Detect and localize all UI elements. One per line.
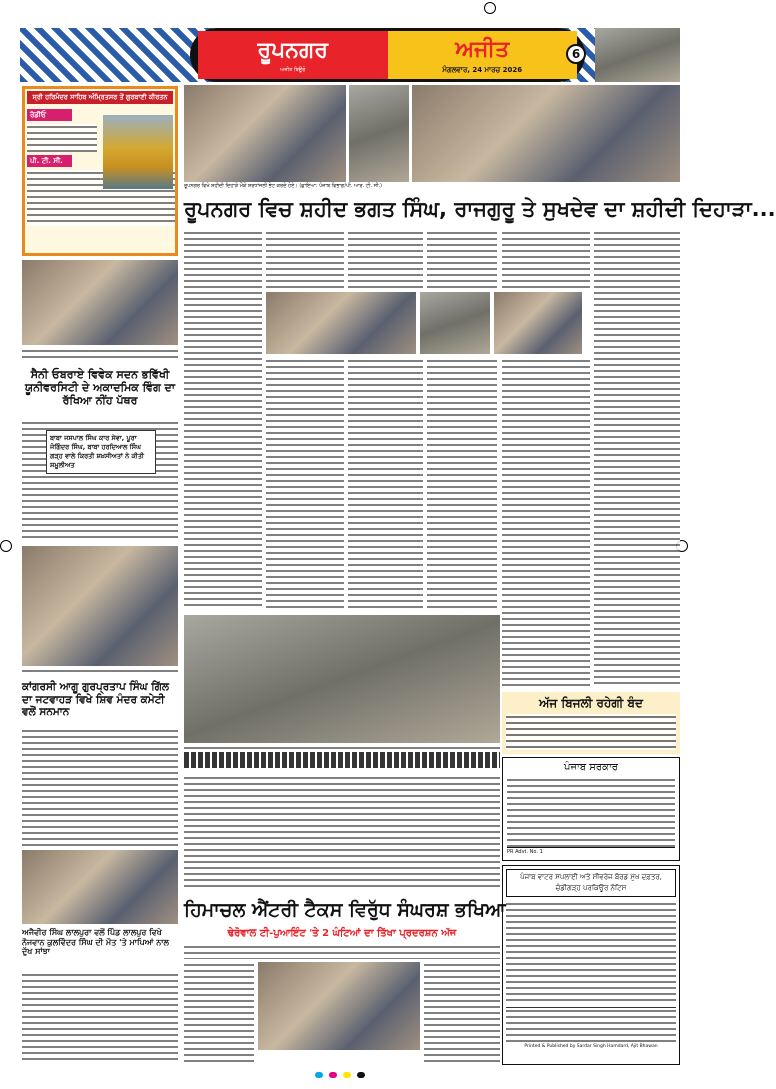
ad-tag-radio: ਰੇਡੀਓ: [27, 109, 72, 121]
govt-ad: [502, 757, 680, 861]
golden-temple-photo: [103, 115, 173, 189]
main-headline: ਰੂਪਨਗਰ ਵਿਚ ਸ਼ਹੀਦ ਭਗਤ ਸਿੰਘ, ਰਾਜਗੁਰੂ ਤੇ ਸੁਖਦੇਵ ਦਾ ਸ਼ਹੀਦੀ ਦਿਹਾੜਾ...: [184, 197, 776, 221]
ad-tag-ptc: ਪੀ. ਟੀ. ਸੀ.: [27, 155, 72, 167]
headline-left-1: ਸੈਨੀ ਓਬਰਾਏ ਵਿਵੇਕ ਸਦਨ ਭਵਿੱਖੀ ਯੂਨੀਵਰਸਿਟੀ ਦੇ ਅਕਾਦਮਿਕ ਵਿੰਗ ਦਾ ਰੱਖਿਆ ਨੀਂਹ ਪੱਥਰ: [25, 368, 175, 408]
photo-honour: [22, 546, 178, 666]
inset-box: [46, 430, 156, 474]
gurbani-ad: [22, 86, 178, 256]
photo-landscape: [184, 615, 500, 743]
photo-main-1: [184, 85, 346, 182]
photo-main-2: [349, 85, 409, 182]
govt-title: ਪੰਜਾਬ ਸਰਕਾਰ: [564, 762, 618, 773]
notice-title: ਪੰਜਾਬ ਵਾਟਰ ਸਪਲਾਈ ਅਤੇ ਸੀਵਰੇਜ ਬੋਰਡ ਮੁੱਖ ਦਫ਼ਤਰ, ਚੰਡੀਗੜ੍ਹ ਪਰਕਿਊਰ ਨੋਟਿਸ: [506, 869, 676, 897]
registration-mark: [0, 540, 12, 552]
edition-name: ਰੂਪਨਗਰ: [257, 37, 329, 63]
caption-top: ਰੂਪਨਗਰ ਵਿਖੇ ਸ਼ਹੀਦੀ ਦਿਹਾੜੇ ਮੌਕੇ ਸ਼ਰਧਾਂਜਲੀ ਭੇਟ ਕਰਦੇ ਹੋਏ। (ਛਾਇਆ: ਪੰਜਾਬ ਵਿਭਾਗ/ਪੀ. ਆਰ. ਟੀ. ਸੀ.): [184, 183, 382, 189]
power-cut-title: ਅੱਜ ਬਿਜਲੀ ਰਹੇਗੀ ਬੰਦ: [539, 696, 643, 710]
paper-name: ਅਜੀਤ: [455, 36, 510, 62]
photo-seminar: [266, 292, 416, 354]
color-bar: [150, 1072, 530, 1078]
imprint: Printed & Published by Sardar Singh Hamdard, Ajit Bhawan: [524, 1044, 658, 1049]
photo-main-3: [412, 85, 680, 182]
ad-title: ਸ੍ਰੀ ਹਰਿਮੰਦਰ ਸਾਹਿਬ ਅੰਮ੍ਰਿਤਸਰ ਤੋਂ ਗੁਰਬਾਣੀ ਕੀਰਤਨ: [27, 91, 173, 104]
photo-event-left: [22, 260, 178, 345]
photo-group-2: [494, 292, 582, 354]
photo-portrait-1: [420, 292, 490, 354]
headline-left-3: ਅਜੈਵੀਰ ਸਿੰਘ ਲਾਲਪੁਰਾ ਵਲੋਂ ਪਿੰਡ ਲਾਲਪੁਰ ਵਿਖੇ ਨੌਜਵਾਨ ਕੁਲਵਿੰਦਰ ਸਿੰਘ ਦੀ ਮੌਤ 'ਤੇ ਮਾਪਿਆਂ ਨਾਲ ਦੁੱਖ ਸਾਂਝਾ: [22, 928, 169, 957]
subtitle: ਅਜੀਤ ਬਿਊਰੋ: [280, 66, 306, 73]
bottom-subhead: ਢੇਰੋਵਾਲ ਟੀ-ਪੁਆਇੰਟ 'ਤੇ 2 ਘੰਟਿਆਂ ਦਾ ਤਿੱਖਾ ਪ੍ਰਦਰਸ਼ਨ ਅੱਜ: [227, 928, 457, 939]
registration-mark: [484, 2, 496, 14]
photo-condolence: [22, 850, 178, 924]
water-notice: [502, 865, 680, 1065]
page-number: 6: [566, 44, 586, 64]
date: ਮੰਗਲਵਾਰ, 24 ਮਾਰਚ 2026: [442, 65, 523, 74]
bottom-headline: ਹਿਮਾਚਲ ਐਂਟਰੀ ਟੈਕਸ ਵਿਰੁੱਧ ਸੰਘਰਸ਼ ਭਖਿਆ: [184, 899, 506, 921]
header-photo-right: [595, 28, 680, 82]
masthead: [190, 28, 585, 82]
govt-ref: PR Advt. No. 1: [507, 847, 675, 856]
headline-left-2: ਕਾਂਗਰਸੀ ਆਗੂ ਗੁਰਪ੍ਰਤਾਪ ਸਿੰਘ ਗਿੱਲ ਦਾ ਜਟਵਾਹੜ ਵਿਖੇ ਸ਼ਿਵ ਮੰਦਰ ਕਮੇਟੀ ਵਲੋਂ ਸਨਮਾਨ: [22, 681, 170, 719]
headline-mid: [184, 752, 500, 768]
power-cut-box: [502, 692, 680, 754]
photo-protest: [258, 962, 420, 1050]
inset-text: ਬਾਬਾ ਜਸਪਾਲ ਸਿੰਘ ਕਾਰ ਸੇਵਾ, ਪੂਰਾ ਜੋਗਿੰਦਰ ਸਿੰਘ, ਬਾਬਾ ਹਰਦਿਆਲ ਸਿੰਘ ਗੜ੍ਹ ਵਾਲੇ ਕਿਰਤੀ ਸ਼ਖ਼ਸੀਅਤਾਂ ਨੇ ਕੀਤੀ ਸ਼ਮੂਲੀਅਤ: [50, 434, 144, 470]
